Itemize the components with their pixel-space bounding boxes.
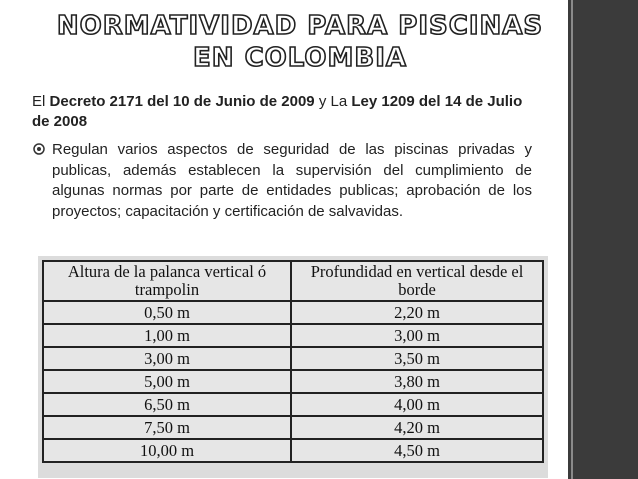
header-vertical-depth: Profundidad en vertical desde el borde [291, 261, 543, 301]
depth-table [42, 260, 544, 463]
header-board-height: Altura de la palanca vertical ó trampolin [43, 261, 291, 301]
intro-paragraph [32, 92, 532, 132]
side-bar-stripe [571, 0, 573, 479]
cell-depth: 4,20 m [291, 416, 543, 439]
table-row [43, 370, 543, 393]
cell-height: 1,00 m [43, 324, 291, 347]
intro-text-2: y La [314, 93, 352, 110]
table-row [43, 347, 543, 370]
cell-depth: 2,20 m [291, 301, 543, 324]
cell-depth: 3,00 m [291, 324, 543, 347]
cell-height: 0,50 m [43, 301, 291, 324]
bullet-text: Regulan varios aspectos de seguridad de las piscinas privadas y publicas, además establecen la supervisión del cumplimiento de algunas normas por parte de entidades publicas; aprobación de los proyectos; capacitación y certificación de salvavidas. [52, 141, 532, 220]
cell-height: 6,50 m [43, 393, 291, 416]
table-row [43, 439, 543, 462]
cell-depth: 3,50 m [291, 347, 543, 370]
cell-height: 10,00 m [43, 439, 291, 462]
cell-depth: 3,80 m [291, 370, 543, 393]
table-row [43, 324, 543, 347]
table-row [43, 416, 543, 439]
table-header-row [43, 261, 543, 301]
law-reference: Ley 1209 del 14 de Julio de 2008 [32, 93, 523, 130]
slide-title: NORMATIVIDAD PARA PISCINAS EN COLOMBIA [56, 11, 544, 73]
cell-height: 3,00 m [43, 347, 291, 370]
ring-bullet-icon [32, 142, 46, 156]
bullet-item [32, 140, 532, 222]
table-row [43, 301, 543, 324]
cell-height: 5,00 m [43, 370, 291, 393]
cell-depth: 4,50 m [291, 439, 543, 462]
cell-height: 7,50 m [43, 416, 291, 439]
table-row [43, 393, 543, 416]
decorative-side-bar [568, 0, 638, 479]
depth-table-container [38, 256, 548, 478]
decree-reference: Decreto 2171 del 10 de Junio de 2009 [49, 93, 315, 110]
intro-text-1: El [32, 93, 50, 110]
cell-depth: 4,00 m [291, 393, 543, 416]
